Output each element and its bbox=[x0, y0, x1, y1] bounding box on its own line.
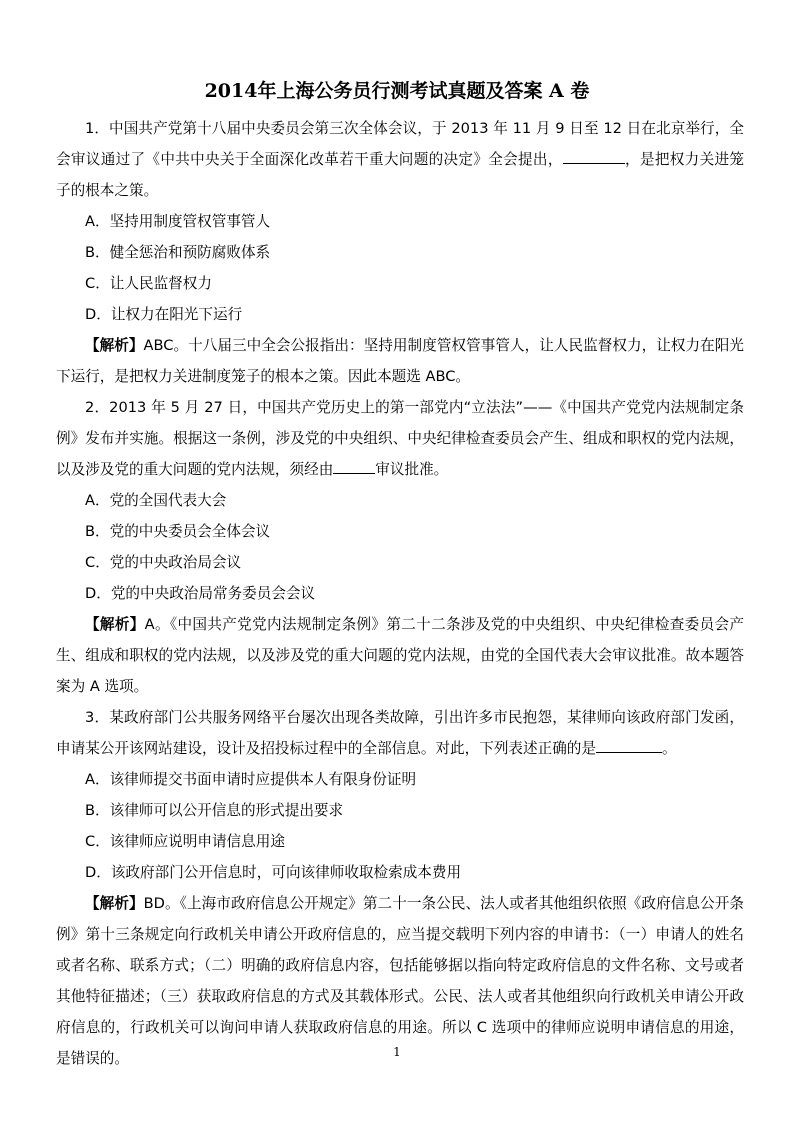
analysis-tag: 【解析】 bbox=[85, 895, 144, 912]
question-1-option-a: A．坚持用制度管权管事管人 bbox=[85, 213, 271, 230]
question-1-stem-pre: 1．中国共产党第十八届中央委员会第三次全体会议，于 2013 年 11 月 9 日至 12 日在北京举行，全会审议通过了《中共中央关于全面深化改革若干重大问题的决定》全会提出， bbox=[56, 120, 744, 168]
question-3-option-d: D．该政府部门公开信息时，可向该律师收取检索成本费用 bbox=[85, 864, 462, 881]
question-3-stem-pre: 3．某政府部门公共服务网络平台屡次出现各类故障，引出许多市民抱怨，某律师向该政府部门发函，申请某公开该网站建设，设计及招投标过程中的全部信息。对此，下列表述正确的是 bbox=[56, 709, 744, 757]
question-1-option-d: D．让权力在阳光下运行 bbox=[85, 306, 243, 323]
question-2-stem-pre: 2．2013 年 5 月 27 日，中国共产党历史上的第一部党内“立法法”——《中国共产党党内法规制定条例》发布并实施。根据这一条例，涉及党的中央组织、中央纪律检查委员会产生、组成和职权的党内法规，以及涉及党的重大问题的党内法规，须经由 bbox=[56, 399, 744, 478]
question-3-stem-post: 。 bbox=[661, 740, 677, 757]
page-title: 2014年上海公务员行测考试真题及答案 A 卷 bbox=[204, 80, 590, 102]
question-2-option-b: B．党的中央委员会全体会议 bbox=[85, 523, 271, 540]
question-3-analysis-text: BD。《上海市政府信息公开规定》第二十一条公民、法人或者其他组织依照《政府信息公开条例》第十三条规定向行政机关申请公开政府信息的，应当提交载明下列内容的申请书：（一）申请人的姓名或者名称、联系方式；（二）明确的政府信息内容，包括能够据以指向特定政府信息的文件名称、文号或者其他特征描述；（三）获取政府信息的方式及其载体形式。公民、法人或者其他组织向行政机关申请公开政府信息的，行政机关可以询问申请人获取政府信息的用途。所以 C 选项中的律师应说明申请信息的用途，是错误的。 bbox=[56, 895, 744, 1067]
question-1-stem-post: ，是把权力关进笼子的根本之策。 bbox=[56, 151, 744, 199]
question-2-stem bbox=[56, 392, 744, 485]
question-3-option-c: C．该律师应说明申请信息用途 bbox=[85, 833, 285, 850]
question-1-analysis-text: ABC。十八届三中全会公报指出：坚持用制度管权管事管人，让人民监督权力，让权力在阳光下运行，是把权力关进制度笼子的根本之策。因此本题选 ABC。 bbox=[56, 337, 744, 385]
answer-blank bbox=[596, 737, 662, 753]
question-2-option-c: C．党的中央政治局会议 bbox=[85, 554, 242, 571]
question-3-stem bbox=[56, 702, 744, 764]
question-1-analysis bbox=[56, 330, 744, 392]
question-2-analysis-text: A。《中国共产党党内法规制定条例》第二十二条涉及党的中央组织、中央纪律检查委员会产生、组成和职权的党内法规，以及涉及党的重大问题的党内法规，由党的全国代表大会审议批准。故本题答案为 A 选项。 bbox=[56, 616, 744, 695]
content-body bbox=[56, 113, 744, 1074]
answer-blank bbox=[333, 458, 375, 474]
question-2-option-a: A．党的全国代表大会 bbox=[85, 492, 227, 509]
question-3-option-a: A．该律师提交书面申请时应提供本人有限身份证明 bbox=[85, 771, 417, 788]
question-2-analysis bbox=[56, 609, 744, 702]
question-2-option-d: D．党的中央政治局常务委员会会议 bbox=[85, 585, 316, 602]
question-3-option-b: B．该律师可以公开信息的形式提出要求 bbox=[85, 802, 344, 819]
question-1-option-b: B．健全惩治和预防腐败体系 bbox=[85, 244, 271, 261]
question-2-stem-post: 审议批准。 bbox=[375, 461, 449, 478]
analysis-tag: 【解析】 bbox=[85, 616, 145, 633]
question-1-option-c: C．让人民监督权力 bbox=[85, 275, 212, 292]
page-number: 1 bbox=[393, 1045, 401, 1059]
question-1-stem bbox=[56, 113, 744, 206]
analysis-tag: 【解析】 bbox=[85, 337, 144, 354]
answer-blank bbox=[563, 148, 625, 164]
